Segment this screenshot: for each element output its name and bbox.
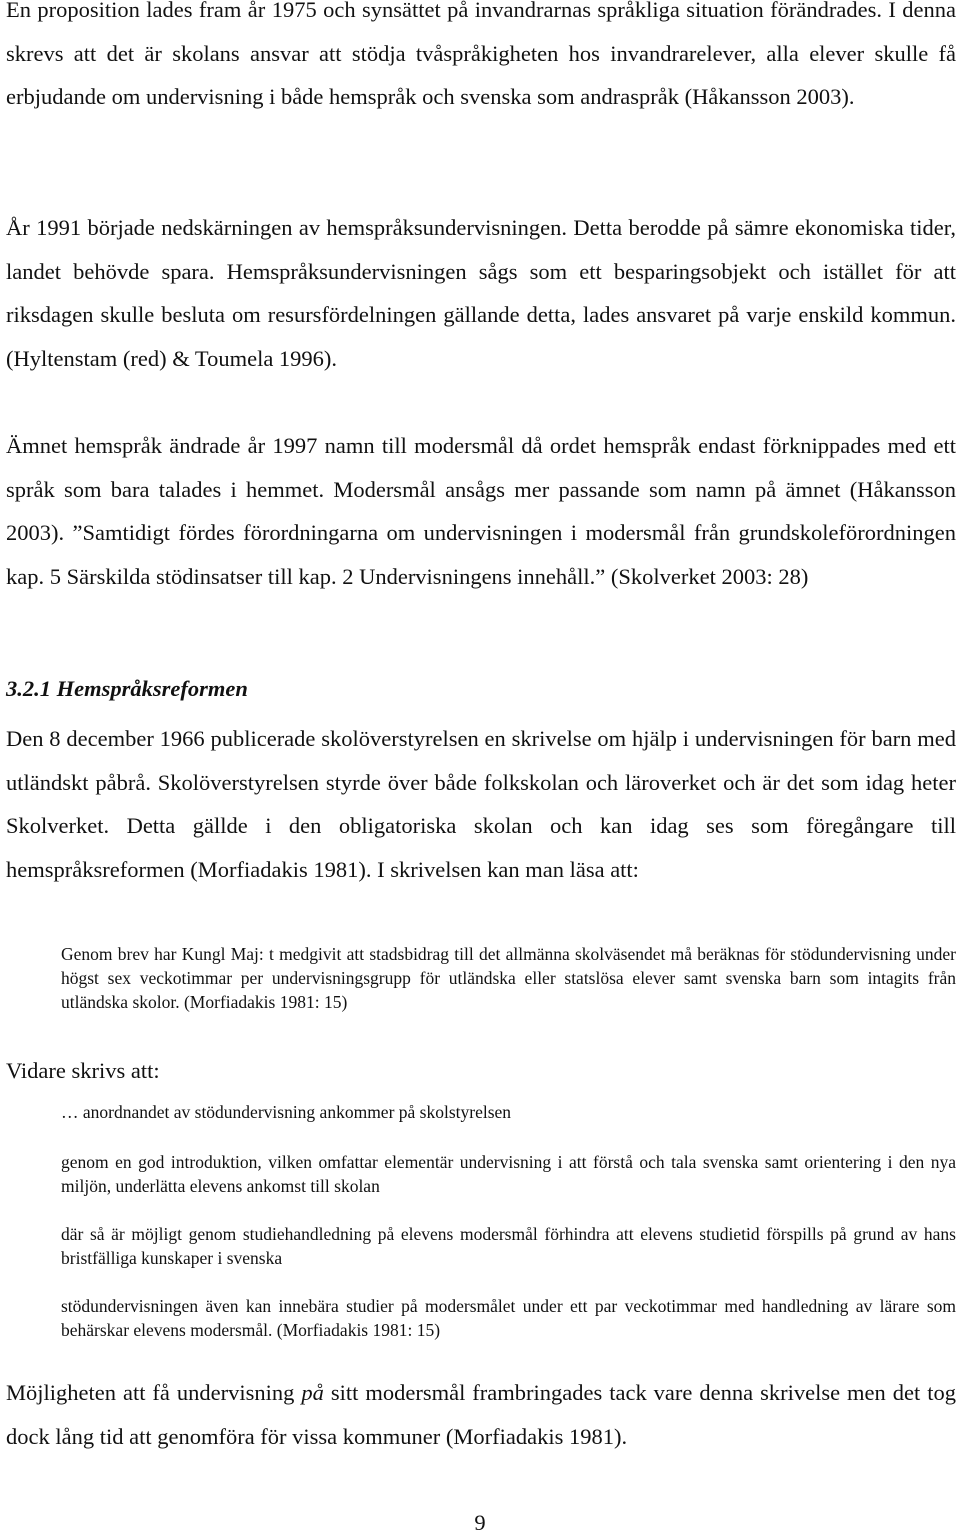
paragraph-5-end: sitt modersmål frambringades tack vare denna skrivelse men det tog dock lång tid att genomföra för vissa kommuner (Morfiadakis 1981).	[6, 1380, 956, 1449]
section-heading: 3.2.1 Hemspråksreformen	[6, 676, 248, 701]
paragraph-1: En proposition lades fram år 1975 och synsättet på invandrarnas språkliga situation förändrades. I denna skrevs att det är skolans ansvar att stödja tvåspråkigheten hos invandrarelever, alla elever skulle få erbjudande om undervisning i både hemspråk och svenska som andraspråk (Håkansson 2003).	[6, 0, 956, 109]
paragraph-2: År 1991 började nedskärningen av hemspråksundervisningen. Detta berodde på sämre ekonomiska tider, landet behövde spara. Hemspråksundervisningen sågs som ett besparingsobjekt och istället för att riksdagen skulle besluta om resursfördelningen gällande detta, lades ansvaret på varje enskild kommun. (Hyltenstam (red) & Toumela 1996).	[6, 215, 956, 371]
emphasis-word: på	[301, 1380, 324, 1405]
quote-item-3: där så är möjligt genom studiehandledning på elevens modersmål förhindra att elevens studietid förspills på grund av hans bristfälliga kunskaper i svenska	[61, 1224, 956, 1268]
block-quote: Genom brev har Kungl Maj: t medgivit att stadsbidrag till det allmänna skolväsendet må beräknas för stödundervisning under högst sex veckotimmar per undervisningsgrupp för utländska eller statslösa elever samt svenska barn som intagits från utländska skolor. (Morfiadakis 1981: 15)	[61, 944, 956, 1012]
paragraph-5	[6, 1371, 956, 1458]
paragraph-4: Den 8 december 1966 publicerade skolöverstyrelsen en skrivelse om hjälp i undervisningen för barn med utländskt påbrå. Skolöverstyrelsen styrde över både folkskolan och läroverket och är det som idag heter Skolverket. Detta gällde i den obligatoriska skolan och kan idag ses som föregångare till hemspråksreformen (Morfiadakis 1981). I skrivelsen kan man läsa att:	[6, 726, 956, 882]
quote-item-4: stödundervisningen även kan innebära studier på modersmålet under ett par veckotimmar med handledning av lärare som behärskar elevens modersmål. (Morfiadakis 1981: 15)	[61, 1296, 956, 1340]
quote-item-1: … anordnandet av stödundervisning ankommer på skolstyrelsen	[61, 1102, 512, 1122]
quote-item-2: genom en god introduktion, vilken omfattar elementär undervisning i att förstå och tala svenska samt orientering i den nya miljön, underlätta elevens ankomst till skolan	[61, 1152, 956, 1196]
lead-in-text: Vidare skrivs att:	[6, 1058, 160, 1083]
paragraph-3: Ämnet hemspråk ändrade år 1997 namn till modersmål då ordet hemspråk endast förknippades med ett språk som bara talades i hemmet. Modersmål ansågs mer passande som namn på ämnet (Håkansson 2003). ”Samtidigt fördes förordningarna om undervisningen i modersmål från grundskoleförordningen kap. 5 Särskilda stödinsatser till kap. 2 Undervisningens innehåll.” (Skolverket 2003: 28)	[6, 433, 956, 589]
paragraph-5-start: Möjligheten att få undervisning	[6, 1380, 302, 1405]
page-number: 9	[474, 1510, 486, 1535]
